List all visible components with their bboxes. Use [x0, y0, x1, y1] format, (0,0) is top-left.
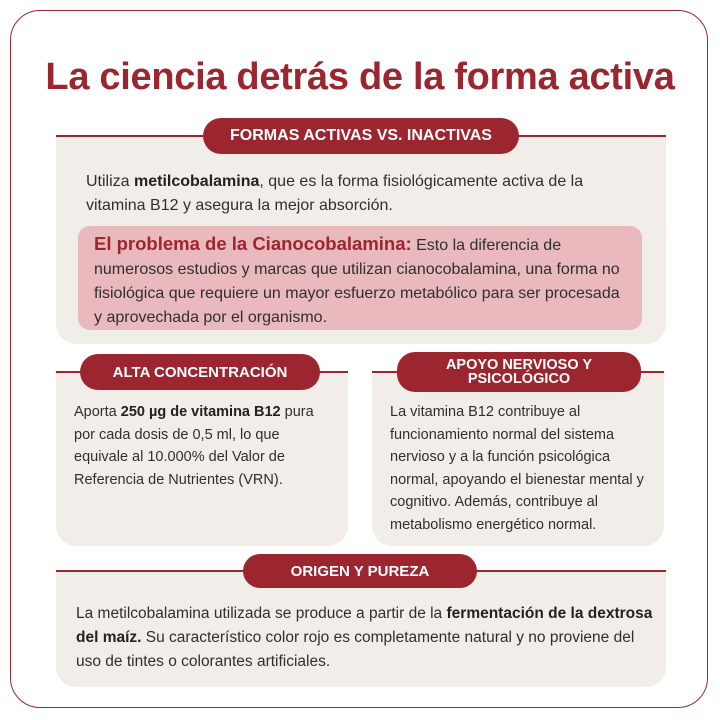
origen-heading: ORIGEN Y PUREZA [243, 554, 477, 588]
concentracion-text [74, 401, 336, 491]
origen-text-bold: fermentación de la dextrosa del maíz. [76, 605, 653, 646]
concentracion-text-bold: 250 µg de vitamina B12 [120, 404, 281, 420]
callout-title: El problema de la Cianocobalamina: [94, 233, 412, 254]
callout-text: Esto la diferencia de numerosos estudios y marcas que utilizan cianocobalamina, una forma no fisiológica que requiere un mayor esfuerzo metabólico para ser procesada y aprovechada por el organismo. [94, 237, 620, 326]
formas-text-post: , que es la forma fisiológicamente activa de la vitamina B12 y asegura la mejor absorción. [86, 173, 584, 214]
cianocobalamina-callout [78, 226, 642, 330]
concentracion-text-pre: Aporta [74, 404, 121, 420]
origen-text-pre: La metilcobalamina utilizada se produce a partir de la [76, 605, 447, 622]
origen-text [76, 602, 656, 674]
formas-text-pre: Utiliza [86, 173, 135, 190]
origen-text-post: Su característico color rojo es completamente natural y no proviene del uso de tintes o colorantes artificiales. [76, 629, 635, 670]
apoyo-text: La vitamina B12 contribuye al funcionamiento normal del sistema nervioso y a la función psicológica normal, apoyando el bienestar mental y cognitivo. Además, contribuye al metabolismo energético normal. [390, 404, 644, 533]
apoyo-heading: APOYO NERVIOSO Y PSICOLÓGICO [397, 352, 641, 392]
formas-text [86, 170, 646, 218]
formas-heading: FORMAS ACTIVAS VS. INACTIVAS [203, 118, 519, 154]
concentracion-text-post: pura por cada dosis de 0,5 ml, lo que equivale al 10.000% del Valor de Referencia de Nutrientes (VRN). [74, 404, 314, 488]
formas-text-bold: metilcobalamina [134, 173, 260, 190]
concentracion-heading: ALTA CONCENTRACIÓN [80, 354, 320, 390]
page-title: La ciencia detrás de la forma activa [45, 56, 675, 98]
